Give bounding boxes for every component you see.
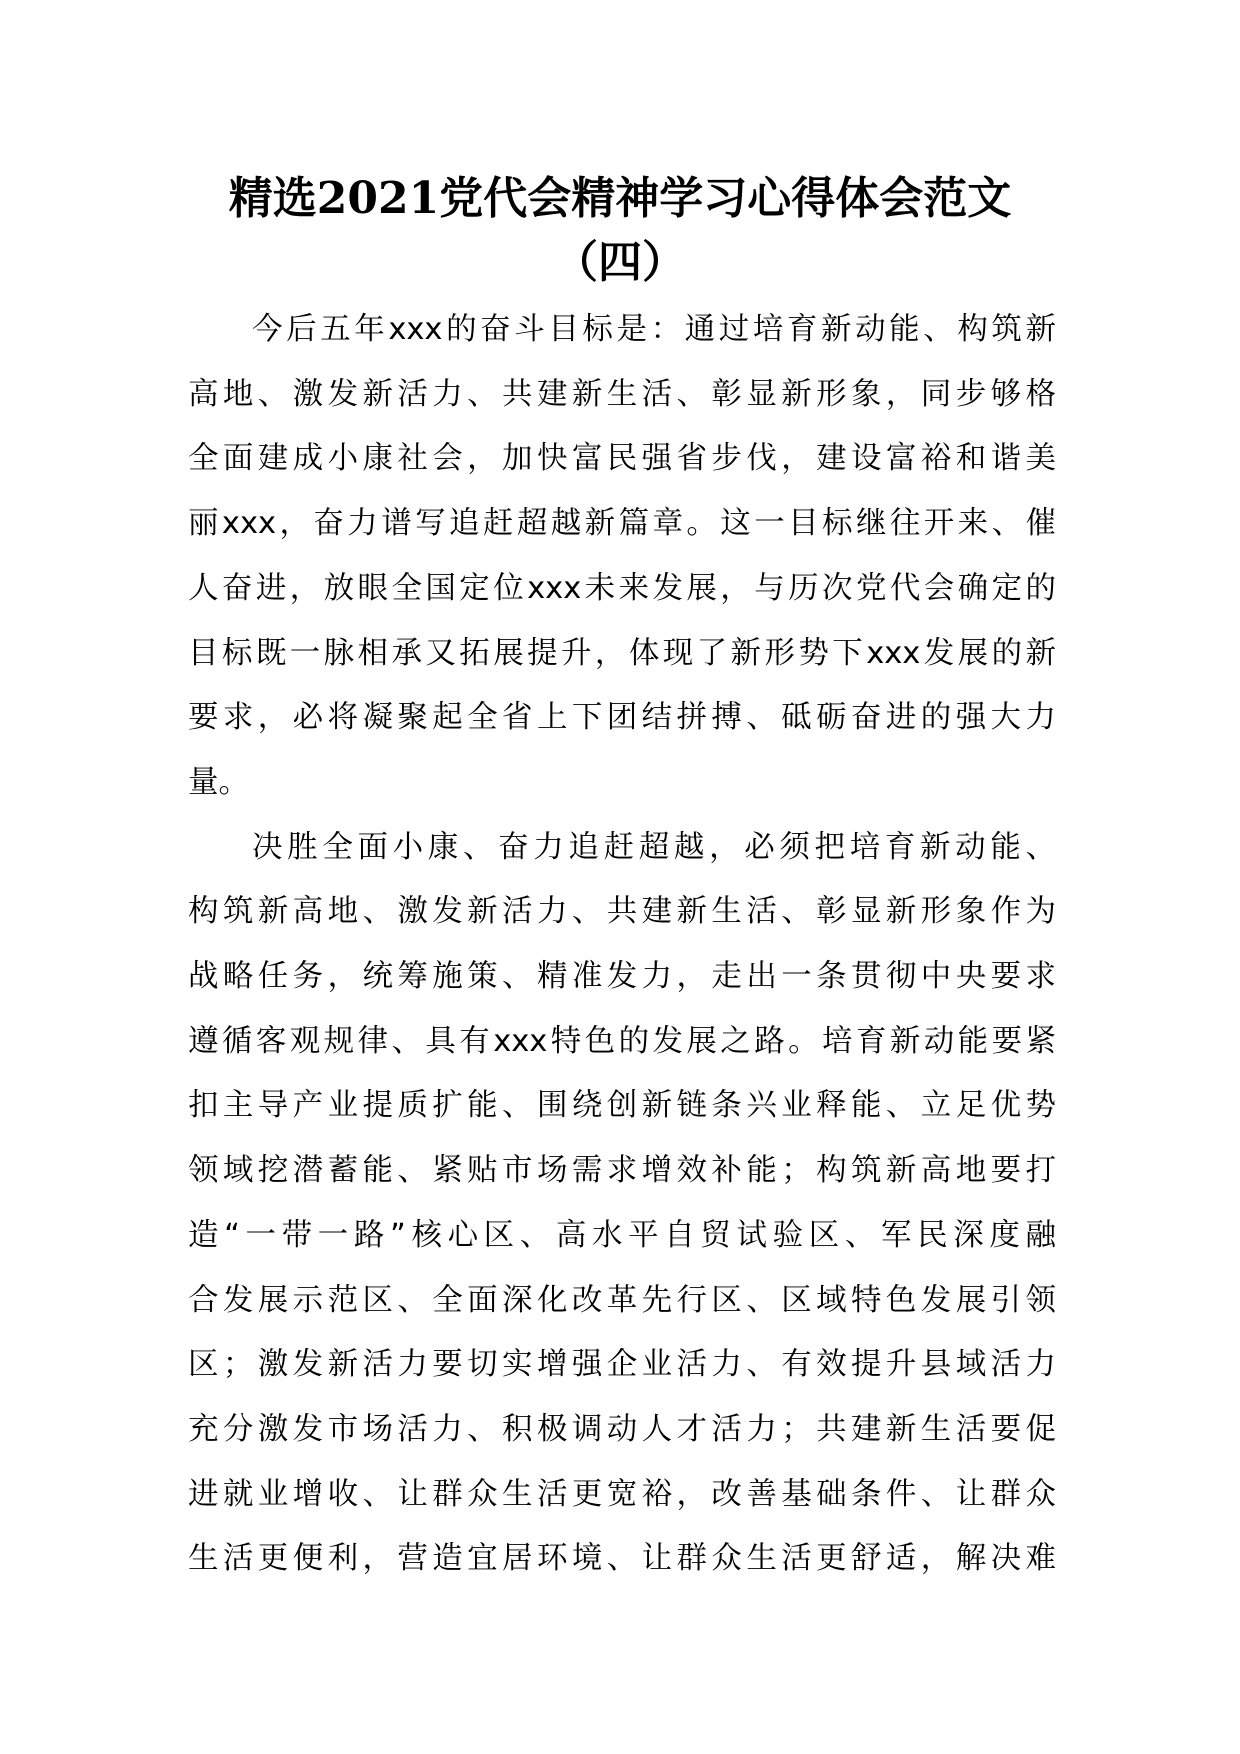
text-line: 丽xxx，奋力谱写追赶超越新篇章。这一目标继往开来、催 bbox=[188, 506, 1056, 542]
text-line: 全面建成小康社会，加快富民强省步伐，建设富裕和谐美 bbox=[188, 441, 1056, 477]
document-body bbox=[188, 298, 1056, 1592]
text-line: 人奋进，放眼全国定位xxx未来发展，与历次党代会确定的 bbox=[188, 570, 1056, 606]
text-line: 区；激发新活力要切实增强企业活力、有效提升县域活力 bbox=[188, 1347, 1056, 1383]
text-line: 要求，必将凝聚起全省上下团结拼搏、砥砺奋进的强大力 bbox=[188, 700, 1056, 736]
text-line: 高地、激发新活力、共建新生活、彰显新形象，同步够格 bbox=[188, 376, 1056, 412]
document-title-line-2: （四） bbox=[554, 237, 686, 288]
text-line: 遵循客观规律、具有xxx特色的发展之路。培育新动能要紧 bbox=[188, 1023, 1056, 1059]
paragraph-1 bbox=[188, 298, 1056, 816]
text-line: 生活更便利，营造宜居环境、让群众生活更舒适，解决难 bbox=[188, 1541, 1056, 1577]
text-line: 目标既一脉相承又拓展提升，体现了新形势下xxx发展的新 bbox=[188, 635, 1056, 671]
text-line: 决胜全面小康、奋力追赶超越，必须把培育新动能、 bbox=[252, 829, 1056, 865]
text-line: 造“一带一路”核心区、高水平自贸试验区、军民深度融 bbox=[188, 1217, 1056, 1253]
paragraph-2 bbox=[188, 816, 1056, 1592]
text-line: 战略任务，统筹施策、精准发力，走出一条贯彻中央要求 bbox=[188, 959, 1056, 995]
text-line: 扣主导产业提质扩能、围绕创新链条兴业释能、立足优势 bbox=[188, 1088, 1056, 1124]
text-line: 合发展示范区、全面深化改革先行区、区域特色发展引领 bbox=[188, 1282, 1056, 1318]
text-line: 充分激发市场活力、积极调动人才活力；共建新生活要促 bbox=[188, 1411, 1056, 1447]
text-line: 领域挖潜蓄能、紧贴市场需求增效补能；构筑新高地要打 bbox=[188, 1153, 1056, 1189]
text-line: 量。 bbox=[188, 764, 249, 800]
text-line: 进就业增收、让群众生活更宽裕，改善基础条件、让群众 bbox=[188, 1476, 1056, 1512]
text-line: 构筑新高地、激发新活力、共建新生活、彰显新形象作为 bbox=[188, 894, 1056, 930]
text-line: 今后五年xxx的奋斗目标是：通过培育新动能、构筑新 bbox=[252, 312, 1056, 347]
document-title-line-1: 精选2021党代会精神学习心得体会范文 bbox=[228, 173, 1012, 224]
